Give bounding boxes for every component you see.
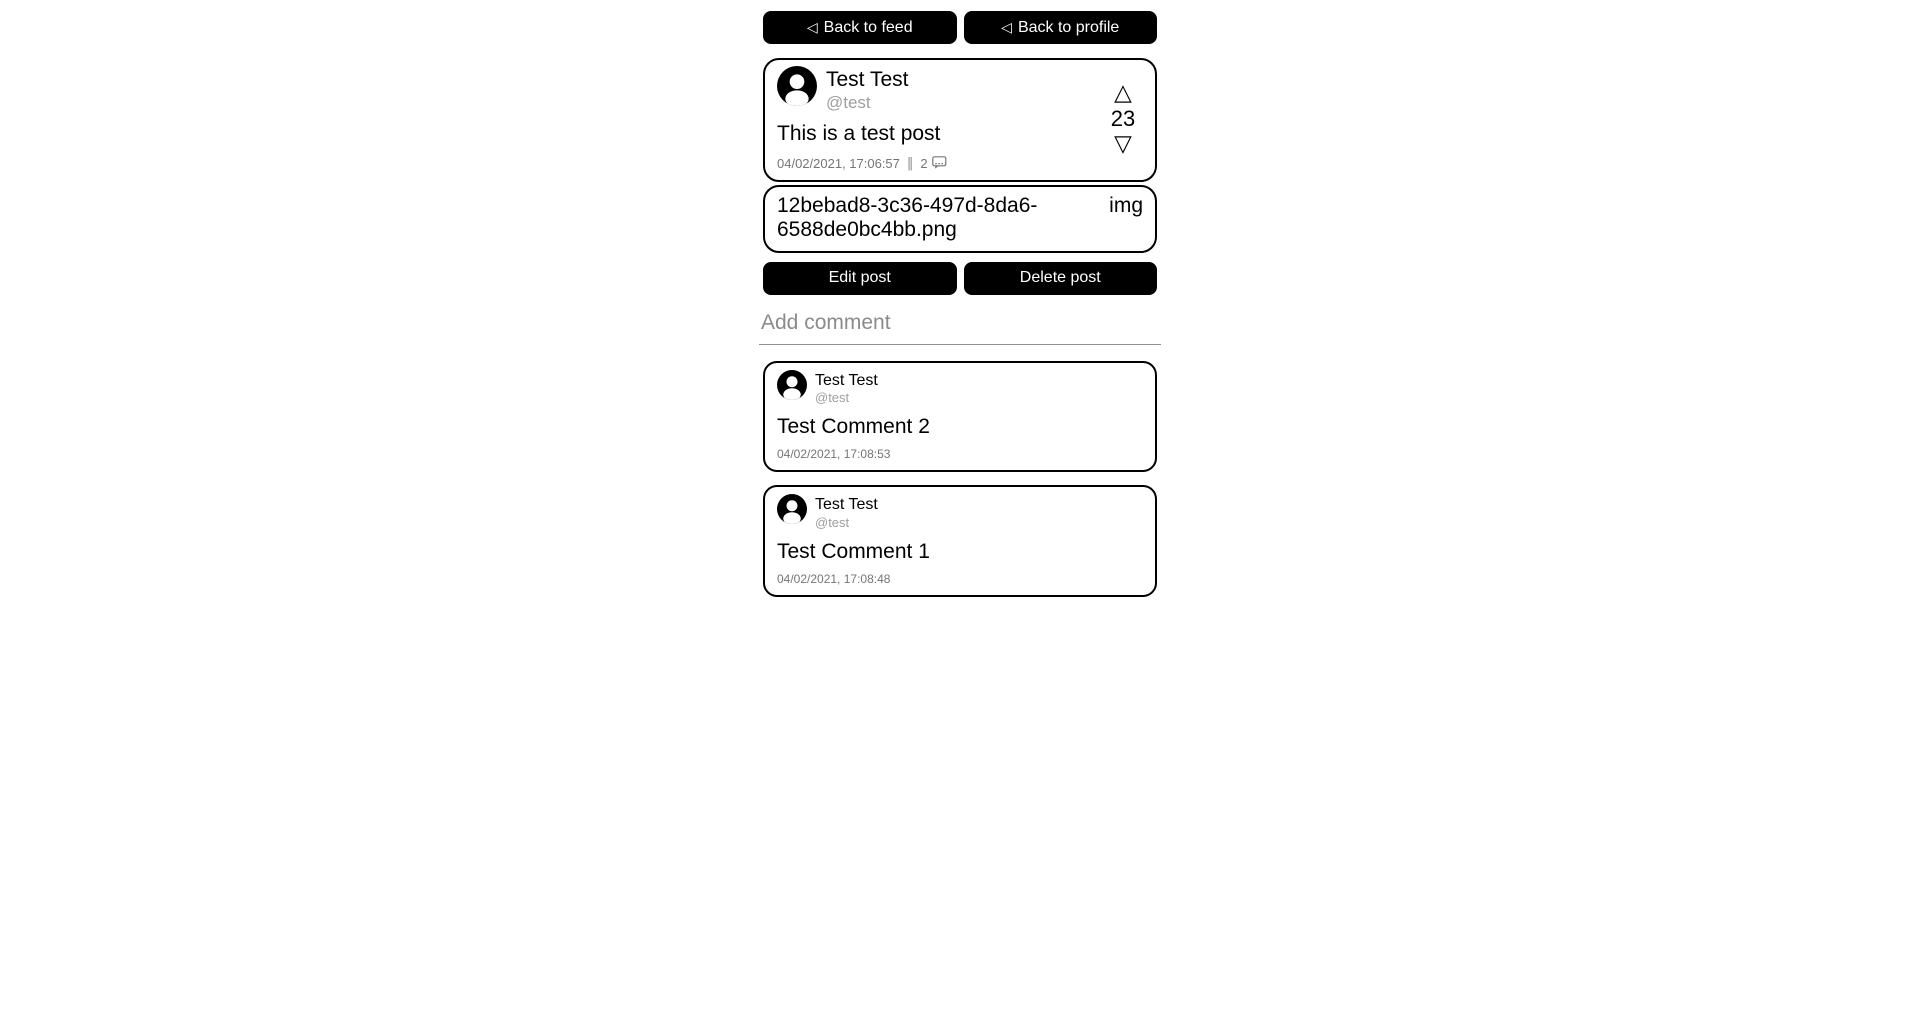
- meta-separator: ‖: [906, 156, 914, 172]
- attachment-type-label: img: [1109, 193, 1143, 217]
- post-meta-row: [777, 156, 1097, 172]
- back-to-feed-label: Back to feed: [823, 18, 913, 36]
- back-to-feed-button[interactable]: [763, 11, 957, 44]
- comment-author-name: Test Test: [815, 496, 878, 514]
- comment-timestamp: 04/02/2021, 17:08:53: [777, 447, 891, 462]
- upvote-button[interactable]: △: [1114, 80, 1132, 107]
- post-author-name: Test Test: [826, 68, 909, 91]
- comment-body-text: Test Comment 2: [777, 415, 930, 439]
- post-author-handle: @test: [826, 93, 871, 113]
- comment-author-block: [815, 494, 878, 530]
- back-triangle-icon: ◁: [806, 19, 818, 36]
- comment-form: [759, 309, 1161, 345]
- back-to-profile-button[interactable]: [964, 11, 1158, 44]
- downvote-button[interactable]: ▽: [1114, 130, 1132, 157]
- comment-bubble-icon: [932, 156, 947, 172]
- comment-count: 2: [920, 156, 928, 172]
- comment-header: [777, 494, 1143, 530]
- back-triangle-icon: ◁: [1001, 19, 1012, 36]
- comment-count-group: [920, 156, 946, 172]
- post-body-text: This is a test post: [777, 122, 941, 146]
- user-avatar-icon: [777, 66, 817, 113]
- post-author-block: [826, 66, 908, 113]
- add-comment-input[interactable]: [759, 309, 1161, 345]
- comment-card: [763, 485, 1157, 597]
- comment-author-block: [815, 370, 878, 406]
- comment-author-handle: @test: [815, 390, 850, 405]
- back-to-profile-label: Back to profile: [1017, 18, 1120, 36]
- user-avatar-icon: [777, 370, 807, 406]
- edit-post-button[interactable]: Edit post: [763, 262, 957, 295]
- vote-score: 23: [1110, 105, 1136, 131]
- comment-card: [763, 361, 1157, 473]
- post-header: [777, 66, 1097, 113]
- post-main: [777, 66, 1097, 172]
- comment-author-handle: @test: [815, 514, 850, 530]
- post-votes-column: [1097, 66, 1149, 172]
- content-column: [759, 11, 1161, 597]
- post-card: [763, 58, 1157, 182]
- comment-author-name: Test Test: [815, 371, 878, 389]
- post-actions-row: [763, 262, 1157, 295]
- user-avatar-icon: [777, 494, 807, 530]
- post-timestamp: 04/02/2021, 17:06:57: [777, 156, 900, 172]
- top-nav-row: [763, 11, 1157, 44]
- comment-timestamp: 04/02/2021, 17:08:48: [777, 571, 891, 586]
- delete-post-button[interactable]: Delete post: [964, 262, 1158, 295]
- attachment-filename: 12bebad8-3c36-497d-8da6-6588de0bc4bb.png: [777, 193, 1038, 241]
- comment-header: [777, 370, 1143, 406]
- post-attachment-card[interactable]: [763, 185, 1157, 253]
- comment-body-text: Test Comment 1: [777, 539, 930, 563]
